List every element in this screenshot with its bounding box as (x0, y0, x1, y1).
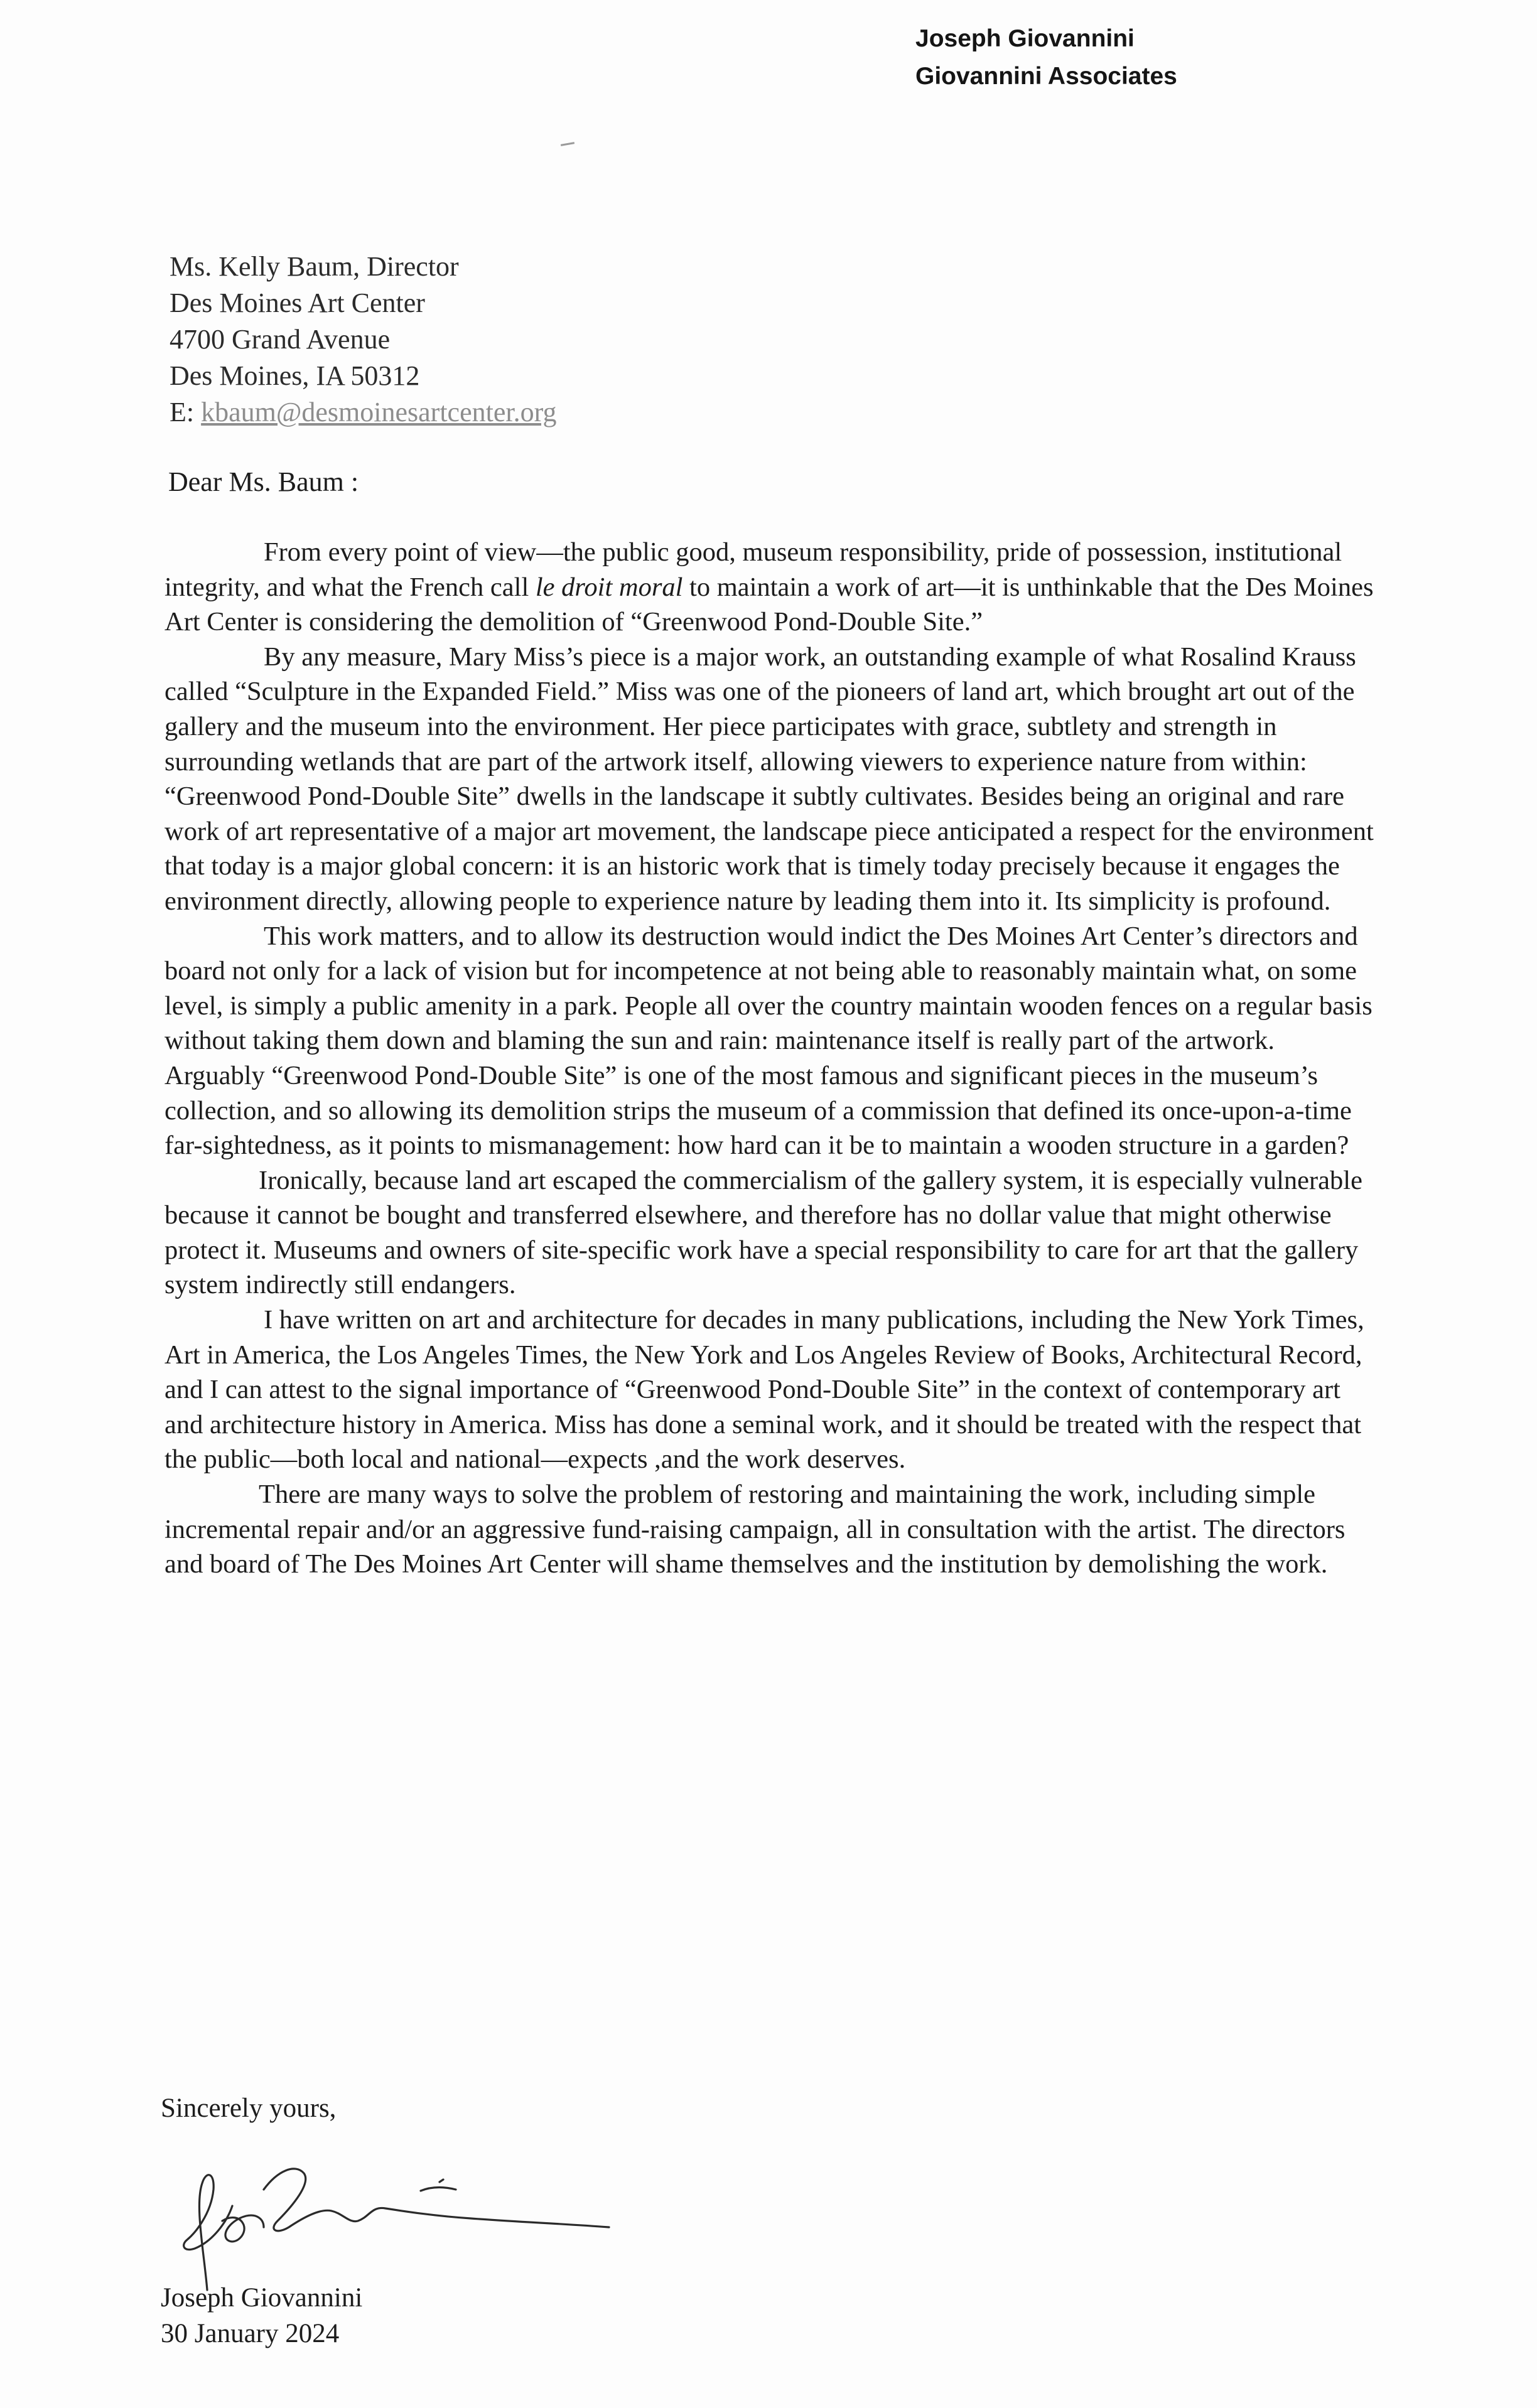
paragraph-5: I have written on art and architecture for decades in many publications, including the New York Times, Art in America, the Los Angeles Times, the New York and Los Angeles Review of Books, Architectural Record, and I can attest to the signal importance of “Greenwood Pond-Double Site” in the context of contemporary art and architecture history in America. Miss has done a seminal work, and it should be treated with the respect that the public—both local and national—expects ,and the work deserves. (164, 1305, 1364, 1475)
paragraph-2: By any measure, Mary Miss’s piece is a major work, an outstanding example of what Rosalind Krauss called “Sculpture in the Expanded Field.” Miss was one of the pioneers of land art, which brought art out of the gallery and the museum into the environment. Her piece participates with grace, subtlety and strength in surrounding wetlands that are part of the artwork itself, allowing viewers to experience nature from within: “Greenwood Pond-Double Site” dwells in the landscape it subtly cultivates. Besides being an original and rare work of art representative of a major art movement, the landscape piece anticipated a respect for the environment that today is a major global concern: it is an historic work that is timely today precisely because it engages the environment directly, allowing people to experience nature by leading them into it. Its simplicity is profound. (164, 642, 1374, 916)
letter-date: 30 January 2024 (161, 2319, 340, 2348)
paragraph-6: There are many ways to solve the problem of restoring and maintaining the work, including simple incremental repair and/or an aggressive fund-raising campaign, all in consultation with the artist. The directors and board of The Des Moines Art Center will shame themselves and the institution by demolishing the work. (164, 1480, 1346, 1579)
sender-name: Joseph Giovannini (915, 25, 1135, 52)
letterhead (915, 20, 1177, 95)
recipient-line-3: 4700 Grand Avenue (170, 324, 391, 355)
recipient-address (170, 249, 556, 431)
handwritten-signature (170, 2146, 647, 2296)
italic-phrase: le droit moral (535, 572, 683, 602)
signature-name: Joseph Giovannini (161, 2283, 363, 2313)
email-prefix: E: (170, 397, 202, 427)
recipient-email-line (170, 394, 556, 431)
sender-company: Giovannini Associates (915, 63, 1177, 90)
scan-mark (561, 142, 574, 146)
salutation: Dear Ms. Baum : (168, 466, 359, 497)
email-link[interactable]: kbaum@desmoinesartcenter.org (201, 397, 557, 427)
recipient-line-2: Des Moines Art Center (170, 288, 425, 318)
recipient-line-1: Ms. Kelly Baum, Director (170, 251, 459, 282)
closing: Sincerely yours, (161, 2094, 337, 2123)
paragraph-1: From every point of view—the public good, museum responsibility, pride of possession, institutional integrity, and what the French call le droit moral to maintain a work of art—it is unthinkable that the Des Moines Art Center is considering the demolition of “Greenwood Pond-Double Site.” (164, 537, 1374, 637)
recipient-line-4: Des Moines, IA 50312 (170, 360, 420, 391)
letter-body (164, 535, 1380, 1582)
paragraph-4: Ironically, because land art escaped the commercialism of the gallery system, it is especially vulnerable because it cannot be bought and transferred elsewhere, and therefore has no dollar value that might otherwise protect it. Museums and owners of site-specific work have a special responsibility to care for art that the gallery system indirectly still endangers. (164, 1165, 1362, 1300)
paragraph-3: This work matters, and to allow its destruction would indict the Des Moines Art Center’s directors and board not only for a lack of vision but for incompetence at not being able to reasonably maintain what, on some level, is simply a public amenity in a park. People all over the country maintain wooden fences on a regular basis without taking them down and blaming the sun and rain: maintenance itself is really part of the artwork. Arguably “Greenwood Pond-Double Site” is one of the most famous and significant pieces in the museum’s collection, and so allowing its demolition strips the museum of a commission that defined its once-upon-a-time far-sightedness, as it points to mismanagement: how hard can it be to maintain a wooden structure in a garden? (164, 921, 1373, 1161)
